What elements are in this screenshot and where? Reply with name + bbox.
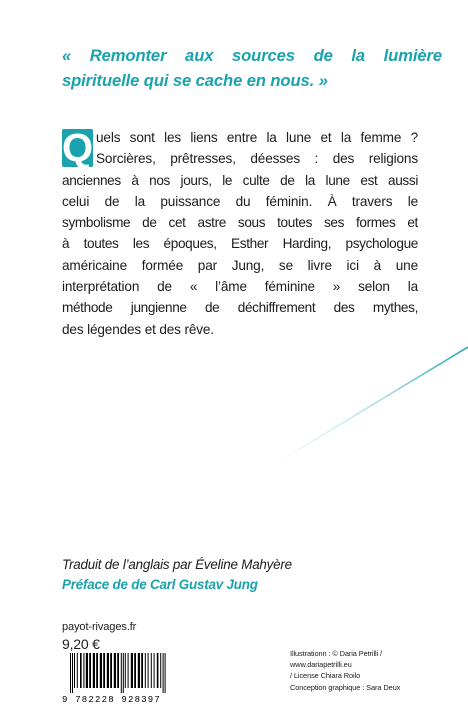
translator-credit: Traduit de l’anglais par Éveline Mahyère [62,557,292,572]
description-line: uels sont les liens entre la lune et la femme ? [96,130,418,145]
pull-quote-line-1: « Remonter aux sources de la lumière [62,46,442,65]
credit-line: Conception graphique : Sara Deux [290,682,401,692]
description-line: des légendes et des rêve. [62,321,214,337]
description-line: interprétation de « l’âme féminine » selon la [62,279,418,295]
credit-line: / License Chiara Roilo [290,671,361,681]
barcode-bars [70,653,188,693]
description-line: anciennes à nos jours, le culte de la lune est aussi [62,172,418,188]
description-line: Sorcières, prêtresses, déesses : des religions [96,151,418,167]
description-line: celui de la puissance du féminin. À travers le [62,193,418,209]
credit-line: www.dariapetrilli.eu [290,660,352,670]
price: 9,20 € [62,636,100,652]
book-description [62,127,418,340]
pull-quote-line-2: spirituelle qui se cache en nous. » [62,71,328,90]
description-line: méthode jungienne de déchiffrement des mythes, [62,300,418,316]
pull-quote [62,43,442,93]
drop-cap: Q [62,126,93,170]
publisher-website: payot-rivages.fr [62,621,137,633]
description-line: américaine formée par Jung, se livre ici à une [62,257,418,273]
preface-credit: Préface de de Carl Gustav Jung [62,577,258,592]
barcode-digits: 9 782228 928397 [62,695,162,705]
credit-line: Illustrationn : © Daria Petrilli / [290,649,382,658]
description-line: symbolisme de cet astre sous toutes ses formes et [62,215,418,231]
isbn-barcode [62,653,194,705]
description-line: à toutes les époques, Esther Harding, psychologue [62,236,418,252]
illustration-credits [290,648,440,693]
